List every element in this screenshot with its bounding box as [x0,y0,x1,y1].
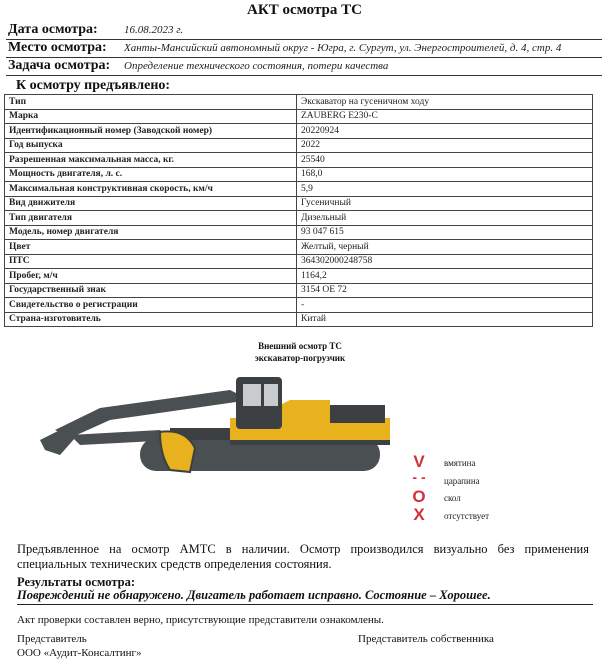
document-title: АКТ осмотра ТС [247,2,362,18]
picture-subtitle: экскаватор-погрузчик [254,353,346,363]
table-row [5,182,593,197]
spec-value: 3154 ОЕ 72 [297,283,593,298]
spec-value: 168,0 [297,167,593,182]
legend-missing-label: отсутствует [444,511,490,521]
header-row-task [6,58,602,76]
table-row [5,153,593,168]
table-row [5,240,593,255]
header-value: 16.08.2023 г. [124,24,184,36]
spec-key: Марка [5,109,297,124]
table-row [5,283,593,298]
spec-key: Разрешенная максимальная масса, кг. [5,153,297,168]
spec-value: Экскаватор на гусеничном ходу [297,95,593,110]
table-row [5,109,593,124]
spec-value: - [297,298,593,313]
spec-key: Модель, номер двигателя [5,225,297,240]
spec-key: Идентификационный номер (Заводской номер) [5,124,297,139]
spec-key: Пробег, м/ч [5,269,297,284]
table-row [5,298,593,313]
spec-value: Китай [297,312,593,327]
table-row [5,225,593,240]
owner-representative: Представитель собственника [358,633,494,645]
presented-title: К осмотру предъявлено: [16,78,171,93]
spec-key: Вид движителя [5,196,297,211]
picture-title-main: Внешний осмотр ТС [258,341,342,351]
table-row [5,167,593,182]
spec-key: Страна-изготовитель [5,312,297,327]
spec-value: Желтый, черный [297,240,593,255]
inspection-note: Предъявленное на осмотр АМТС в наличии. Осмотр производился визуально без применения специальных технических средств определения состояния. [17,542,589,571]
header-row-date [6,22,602,40]
spec-value: 364302000248758 [297,254,593,269]
table-row [5,138,593,153]
legend-chip-label: скол [444,493,461,503]
table-row [5,312,593,327]
spec-key: Цвет [5,240,297,255]
spec-value: 20220924 [297,124,593,139]
results-title: Результаты осмотра: [17,575,135,589]
legend-scratch-symbol: - - [412,469,426,485]
table-row [5,196,593,211]
table-row [5,269,593,284]
spec-value: 25540 [297,153,593,168]
legend-chip-symbol: O [412,487,426,506]
header-value: Ханты-Мансийский автономный округ - Югра, г. Сургут, ул. Энергостроителей, д. 4, стр. 4 [124,42,562,54]
legend-scratch-label: царапина [444,476,480,486]
left-representative: Представитель [17,633,87,645]
spec-value: Гусеничный [297,196,593,211]
spec-key: Государственный знак [5,283,297,298]
table-row [5,95,593,110]
spec-key: Тип [5,95,297,110]
spec-value: 1164,2 [297,269,593,284]
header-value: Определение технического состояния, потери качества [124,60,389,72]
spec-key: Мощность двигателя, л. с. [5,167,297,182]
left-organization: ООО «Аудит-Консалтинг» [17,647,142,659]
legend-dent-label: вмятина [444,458,476,468]
spec-value: Дизельный [297,211,593,226]
header-row-place [6,40,602,58]
legend-dent-symbol: V [413,452,425,471]
header-label: Место осмотра: [8,40,107,55]
table-row [5,124,593,139]
header-label: Дата осмотра: [8,22,98,37]
statement: Акт проверки составлен верно, присутствующие представители ознакомлены. [17,614,384,626]
spec-key: Максимальная конструктивная скорость, км/ч [5,182,297,197]
legend-missing-symbol: X [413,505,425,524]
spec-key: Тип двигателя [5,211,297,226]
results-text: Повреждений не обнаружено. Двигатель работает исправно. Состояние – Хорошее. [17,588,593,605]
spec-value: 2022 [297,138,593,153]
table-row [5,211,593,226]
spec-key: Год выпуска [5,138,297,153]
spec-value: ZAUBERG E230-C [297,109,593,124]
spec-value: 5,9 [297,182,593,197]
specs-table [4,94,593,327]
table-row [5,254,593,269]
spec-value: 93 047 615 [297,225,593,240]
spec-key: ПТС [5,254,297,269]
header-label: Задача осмотра: [8,58,111,73]
excavator-image [0,360,400,480]
spec-key: Свидетельство о регистрации [5,298,297,313]
